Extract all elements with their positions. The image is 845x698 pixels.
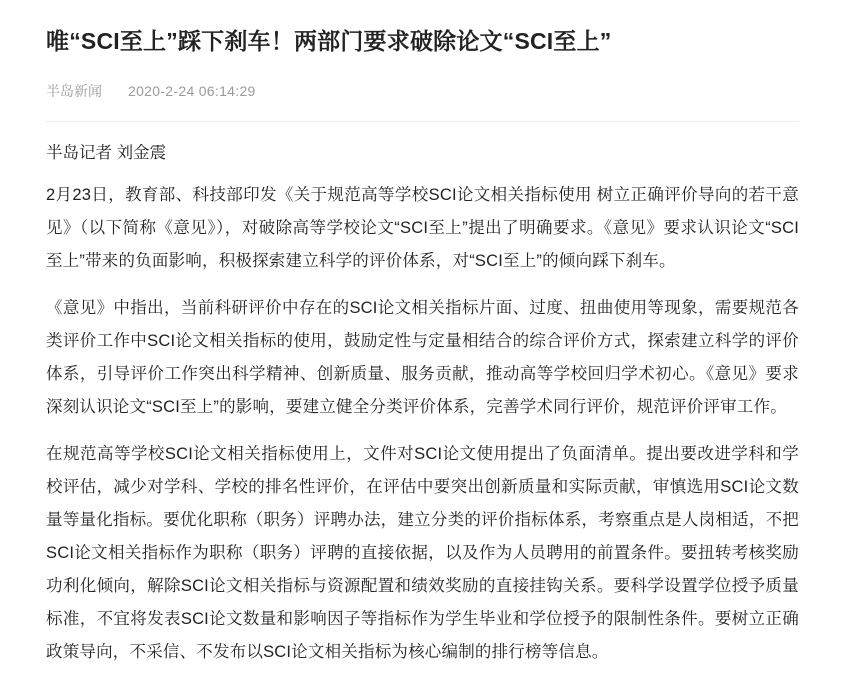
article-source: 半岛新闻 bbox=[46, 82, 102, 99]
article-meta bbox=[46, 81, 799, 101]
article-timestamp: 2020-2-24 06:14:29 bbox=[128, 82, 256, 99]
article-paragraph: 在规范高等学校SCI论文相关指标使用上，文件对SCI论文使用提出了负面清单。提出要改进学科和学校评估，减少对学科、学校的排名性评价，在评估中要突出创新质量和实际贡献，审慎选用SCI论文数量等量化指标。要优化职称（职务）评聘办法，建立分类的评价指标体系，考察重点是人岗相适，不把SCI论文相关指标作为职称（职务）评聘的直接依据，以及作为人员聘用的前置条件。要扭转考核奖励功利化倾向，解除SCI论文相关指标与资源配置和绩效奖励的直接挂钩关系。要科学设置学位授予质量标准，不宜将发表SCI论文数量和影响因子等指标作为学生毕业和学位授予的限制性条件。要树立正确政策导向，不采信、不发布以SCI论文相关指标为核心编制的排行榜等信息。 bbox=[46, 444, 799, 661]
article-paragraph: 《意见》中指出，当前科研评价中存在的SCI论文相关指标片面、过度、扭曲使用等现象，需要规范各类评价工作中SCI论文相关指标的使用，鼓励定性与定量相结合的综合评价方式，探索建立科学的评价体系，引导评价工作突出科学精神、创新质量、服务贡献，推动高等学校回归学术初心。《意见》要求深刻认识论文“SCI至上”的影响，要建立健全分类评价体系，完善学术同行评价，规范评价评审工作。 bbox=[46, 298, 799, 416]
article-byline: 半岛记者 刘金震 bbox=[46, 143, 167, 162]
article-paragraph: 2月23日，教育部、科技部印发《关于规范高等学校SCI论文相关指标使用 树立正确评价导向的若干意见》（以下简称《意见》），对破除高等学校论文“SCI至上”提出了明确要求。《意见》要求认识论文“SCI至上”带来的负面影响，积极探索建立科学的评价体系，对“SCI至上”的倾向踩下刹车。 bbox=[46, 185, 799, 270]
meta-divider bbox=[46, 121, 799, 122]
article-body bbox=[46, 138, 799, 669]
page-title: 唯“SCI至上”踩下刹车！两部门要求破除论文“SCI至上” bbox=[46, 28, 612, 54]
